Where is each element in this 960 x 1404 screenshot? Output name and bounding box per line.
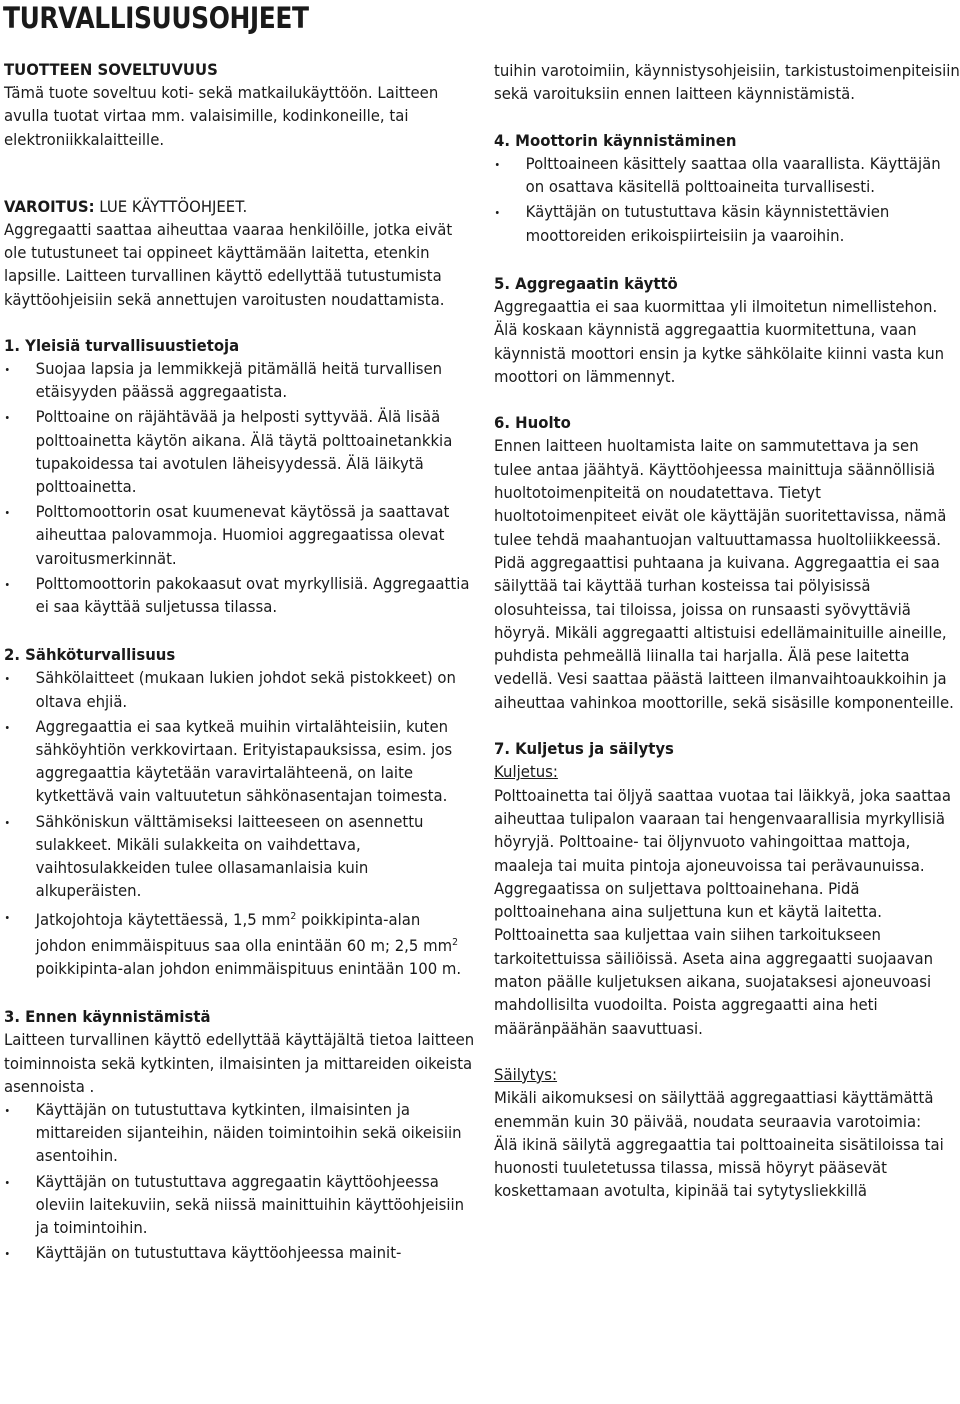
list-item: Käyttäjän on tutustuttava käyttöohjeessa mainit-	[4, 1241, 476, 1264]
section4-list	[494, 152, 960, 247]
section3-intro: Laitteen turvallinen käyttö edellyttää käyttäjältä tietoa laitteen toiminnoista sekä kytkinten, ilmaisinten ja mittareiden oikeista asennoista .	[4, 1030, 475, 1096]
section1-heading: 1. Yleisiä turvallisuustietoja	[4, 335, 240, 355]
cable-text-part3: poikkipinta-alan johdon enimmäispituus enintään 100 m.	[35, 958, 462, 978]
section5-heading: 5. Aggregaatin käyttö	[494, 273, 678, 293]
superscript-2: 2	[290, 910, 297, 922]
continuation-text: tuihin varotoimiin, käynnistysohjeisiin, tarkistustoimenpiteisiin sekä varoituksiin ennen laitteen käynnistämistä.	[494, 61, 960, 104]
list-item: Aggregaattia ei saa kytkeä muihin virtalähteisiin, kuten sähköyhtiön verkkovirtaan. Erityistapauksissa, esim. jos aggregaattia käytetään varavirtalähteenä, on laite kytkettävä vain valtuutetun sähkönasentajan toimesta.	[4, 715, 476, 808]
section6-para2: Pidä aggregaattisi puhtaana ja kuivana. Aggregaattia ei saa säilyttää tai käyttää turhan kosteissa tai pölyisissä olosuhteissa, tai tiloissa, joissa on runsaasti syövyttäviä höyryä. Mikäli aggregaatti altistuisi edellämainituille aineille, puhdista pehmeällä liinalla tai harjalla. Älä pese laitetta vedellä. Vesi saattaa päästä laitteen ilmanvaihtoaukkoihin ja aiheuttaa vahinkoa moottorille, sekä sisäsille komponenteille.	[494, 552, 954, 712]
section6-para1: Ennen laitteen huoltamista laite on sammutettava ja sen tulee antaa jäähtyä. Käyttöohjeessa mainittuja säännöllisiä huoltotoimenpiteitä on noudatettava. Tietyt huoltotoimenpiteet eivät ole käyttäjän suoritettavissa, nämä tulee tehdä maahantuojan valtuuttamassa huoltoliikkeessä.	[494, 436, 947, 549]
list-item: Käyttäjän on tutustuttava aggregaatin käyttöohjeessa oleviin laitekuviin, sekä niissä mainittuihin käyttöohjeisiin ja toimintoihin.	[4, 1170, 476, 1240]
section3-list	[4, 1098, 476, 1264]
section4-heading: 4. Moottorin käynnistäminen	[494, 130, 737, 150]
left-column	[4, 58, 476, 1266]
list-item: Polttomoottorin osat kuumenevat käytössä ja saattavat aiheuttaa palovammoja. Huomioi aggregaatissa olevat varoitusmerkinnät.	[4, 500, 476, 570]
storage-label: Säilytys:	[494, 1064, 558, 1084]
suitability-text: Tämä tuote soveltuu koti- sekä matkailukäyttöön. Laitteen avulla tuotat virtaa mm. valaisimille, kodinkoneille, tai elektroniikkalaitteille.	[4, 83, 439, 149]
section5-text: Aggregaattia ei saa kuormittaa yli ilmoitetun nimellistehon. Älä koskaan käynnistä aggregaattia kuormitettuna, vaan käynnistä moottori ensin ja kytke sähkölaite kiinni vasta kun moottori on lämmennyt.	[494, 297, 945, 386]
list-item: Käyttäjän on tutustuttava käsin käynnistettävien moottoreiden erikoispiirteisiin ja vaaroihin.	[494, 200, 960, 246]
list-item: Polttoaineen käsittely saattaa olla vaarallista. Käyttäjän on osattava käsitellä polttoaineita turvallisesti.	[494, 152, 960, 198]
cable-list-item	[4, 905, 476, 981]
transport-text: Polttoainetta tai öljyä saattaa vuotaa tai läikkyä, joka saattaa aiheuttaa tulipalon vaaraan tai hengenvaarallisia myrkyllisiä höyryjä. Polttoaine- tai öljynvuoto vahingoittaa mattoja, maaleja tai muita pintoja ajoneuvoissa tai perävaunuissa. Aggregaatissa on suljettava polttoainehana. Pidä polttoainehana aina suljettuna kun et käytä laitetta. Polttoainetta saa kuljettaa vain siihen tarkoitukseen tarkoitettuissa säiliöissä. Aseta aina aggregaatti suojaavan maton päälle kuljetuksen aikana, suojataksesi ajoneuvoasi mahdollisilta vuodoilta. Poista aggregaatti aina heti määränpäähän saavuttuasi.	[494, 785, 952, 1038]
list-item: Suojaa lapsia ja lemmikkejä pitämällä heitä turvallisen etäisyyden päässä aggregaatista.	[4, 357, 476, 403]
storage-text1: Mikäli aikomuksesi on säilyttää aggregaattiasi käyttämättä enemmän kuin 30 päivää, noudata seuraavia varotoimia:	[494, 1088, 934, 1131]
warning-heading-rest: LUE KÄYTTÖOHJEET.	[94, 196, 248, 216]
section1-list	[4, 357, 476, 618]
section7-heading: 7. Kuljetus ja säilytys	[494, 739, 674, 759]
warning-heading	[4, 195, 476, 218]
section6-heading: 6. Huolto	[494, 413, 571, 433]
page-title: TURVALLISUUSOHJEET	[3, 1, 309, 35]
section2-list	[4, 666, 476, 980]
list-item: Käyttäjän on tutustuttava kytkinten, ilmaisinten ja mittareiden sijanteihin, näiden toimintoihin sekä oikeisiin asentoihin.	[4, 1098, 476, 1168]
right-column	[494, 59, 960, 1203]
list-item: Polttomoottorin pakokaasut ovat myrkyllisiä. Aggregaattia ei saa käyttää suljetussa tilassa.	[4, 572, 476, 618]
list-item: Sähköniskun välttämiseksi laitteeseen on asennettu sulakkeet. Mikäli sulakkeita on vaihdettava, vaihtosulakkeiden tulee ollasamanlaisia kuin alkuperäisten.	[4, 810, 476, 903]
suitability-heading: TUOTTEEN SOVELTUVUUS	[4, 60, 218, 79]
cable-text-part2: poikkipinta-alan johdon enimmäispituus saa olla enintään 60 m; 2,5 mm	[35, 909, 453, 955]
cable-text-part1: Jatkojohtoja käytettäessä, 1,5 mm	[35, 909, 291, 929]
superscript-2: 2	[452, 936, 459, 948]
list-item: Polttoaine on räjähtävää ja helposti syttyvää. Älä lisää polttoainetta käytön aikana. Älä täytä polttoainetankkia tupakoidessa tai avotulen läheisyydessä. Älä läikytä polttoainetta.	[4, 405, 476, 498]
storage-text2: Älä ikinä säilytä aggregaattia tai polttoaineita sisätiloissa tai huonosti tuuletetussa tilassa, missä höyryt pääsevät koskettamaan avotulta, kipinää tai sytytysliekkillä	[494, 1134, 944, 1201]
section2-heading: 2. Sähköturvallisuus	[4, 645, 176, 665]
warning-heading-bold: VAROITUS:	[4, 196, 95, 216]
transport-label: Kuljetus:	[494, 762, 558, 782]
list-item: Sähkölaitteet (mukaan lukien johdot sekä pistokkeet) on oltava ehjiä.	[4, 666, 476, 712]
warning-text: Aggregaatti saattaa aiheuttaa vaaraa henkilöille, jotka eivät ole tutustuneet tai oppineet käyttämään laitetta, etenkin lapsille. Laitteen turvallinen käyttö edellyttää tutustumista käyttöohjeisiin sekä annettujen varoitusten noudattamista.	[4, 220, 453, 309]
section3-heading: 3. Ennen käynnistämistä	[4, 1007, 211, 1027]
